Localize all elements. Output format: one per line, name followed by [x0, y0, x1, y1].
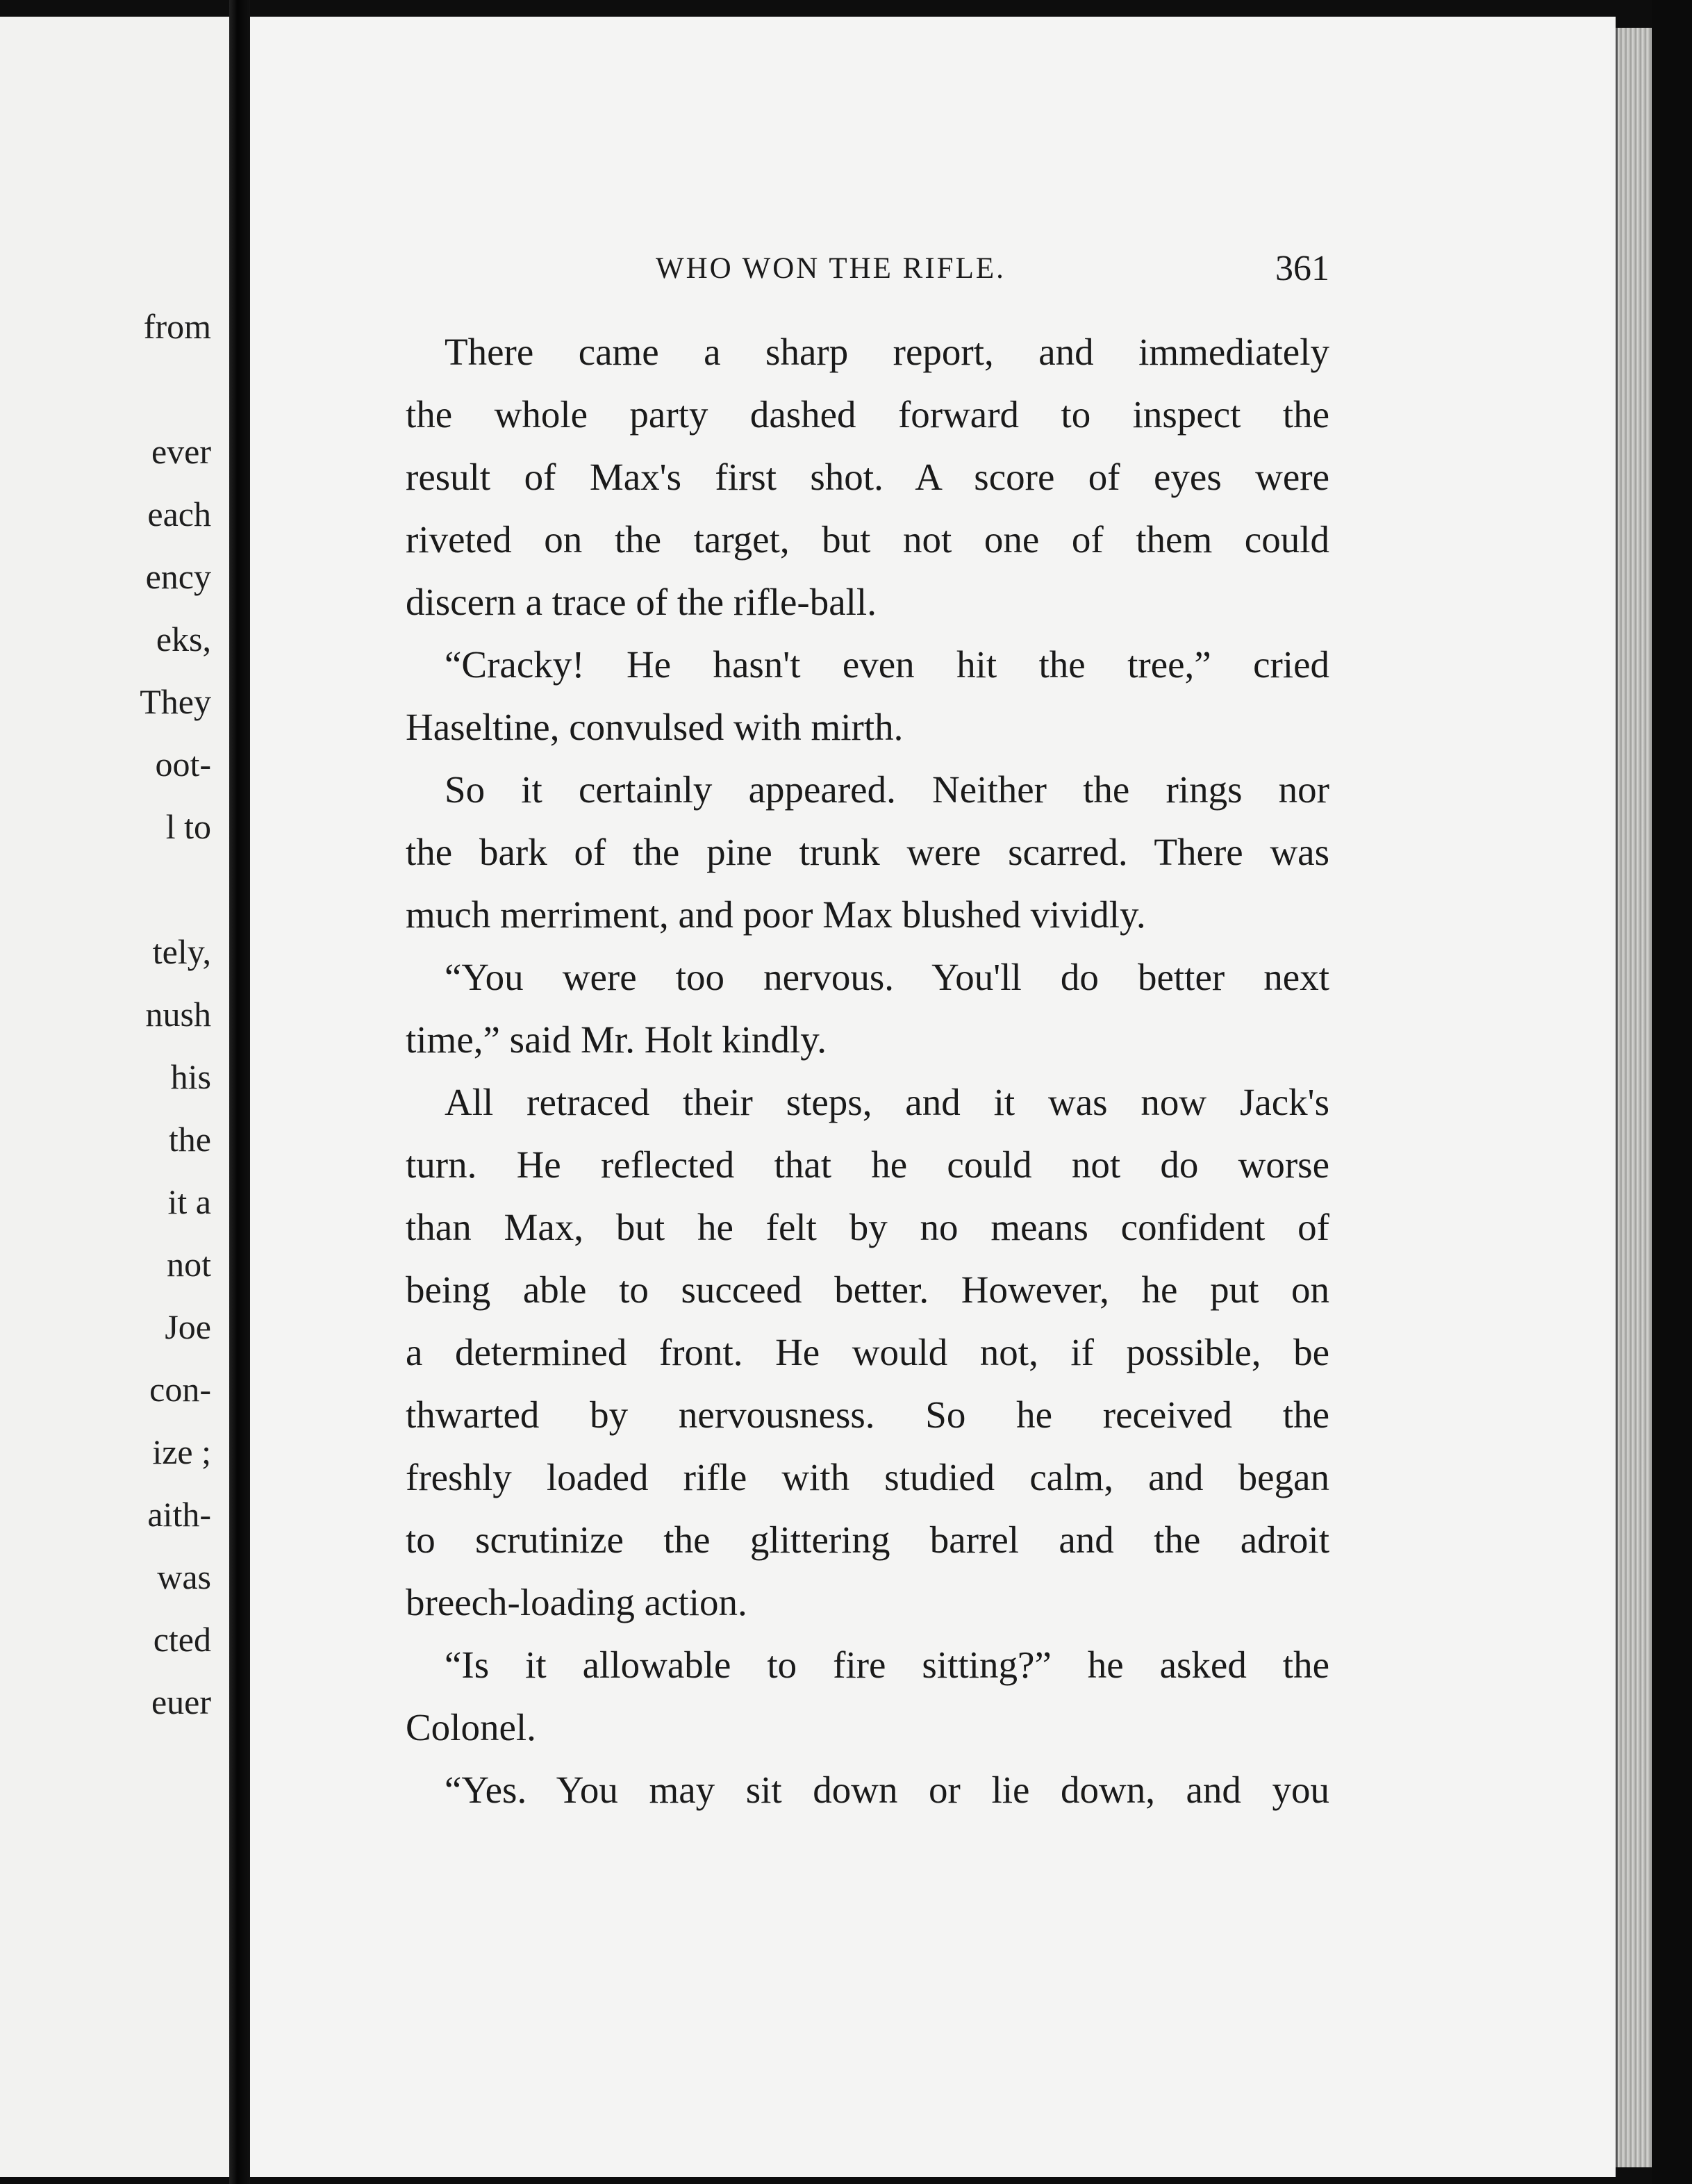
text-line: “Is it allowable to fire sitting?” he asked the: [445, 1644, 1329, 1686]
text-line: “Cracky! He hasn't even hit the tree,” cried: [445, 643, 1329, 686]
text-line: Haseltine, convulsed with mirth.: [406, 706, 904, 748]
facing-page-fragment: eks,: [156, 620, 211, 659]
text-line: to scrutinize the glittering barrel and the adroit: [406, 1519, 1329, 1561]
text-line: result of Max's first shot. A score of eyes were: [406, 456, 1329, 498]
text-line: “Yes. You may sit down or lie down, and you: [445, 1769, 1329, 1811]
text-line: thwarted by nervousness. So he received the: [406, 1393, 1329, 1436]
facing-page-fragment: nush: [145, 995, 211, 1034]
text-line: the bark of the pine trunk were scarred. There was: [406, 831, 1329, 873]
text-line: breech-loading action.: [406, 1581, 747, 1623]
book-gutter: [229, 0, 250, 2184]
text-line: discern a trace of the rifle-ball.: [406, 581, 877, 623]
text-line: There came a sharp report, and immediately: [445, 331, 1329, 373]
facing-page-fragment: from: [143, 307, 211, 346]
page-edges: [1616, 28, 1654, 2167]
body-text: [406, 321, 1329, 1821]
facing-page-fragment: ever: [151, 432, 211, 471]
facing-page-fragment: the: [168, 1120, 211, 1159]
text-line: riveted on the target, but not one of them could: [406, 518, 1329, 561]
facing-page-fragment: l to: [165, 807, 211, 846]
text-line: Colonel.: [406, 1706, 536, 1748]
scan-background-edge: [1652, 0, 1692, 2184]
facing-page-fragment: euer: [151, 1682, 211, 1721]
facing-page-fragment: was: [157, 1557, 211, 1596]
facing-page-fragment: ize ;: [152, 1432, 211, 1471]
text-line: freshly loaded rifle with studied calm, and began: [406, 1456, 1329, 1498]
text-line: turn. He reflected that he could not do worse: [406, 1143, 1329, 1186]
text-line: So it certainly appeared. Neither the rings nor: [445, 768, 1329, 811]
text-line: “You were too nervous. You'll do better next: [445, 956, 1329, 998]
page-number: 361: [1275, 249, 1329, 288]
facing-page-fragment: Joe: [165, 1307, 211, 1346]
facing-page-fragment: cted: [153, 1620, 211, 1659]
facing-page-fragment: tely,: [152, 932, 211, 971]
facing-page-fragment: ency: [145, 557, 211, 596]
facing-page-fragment: not: [167, 1245, 211, 1284]
text-line: the whole party dashed forward to inspect the: [406, 393, 1329, 436]
facing-page-fragment: aith-: [147, 1495, 211, 1534]
text-line: much merriment, and poor Max blushed vividly.: [406, 893, 1146, 936]
text-line: than Max, but he felt by no means confident of: [406, 1206, 1329, 1248]
facing-page-fragment: They: [140, 682, 211, 721]
running-title: WHO WON THE RIFLE.: [656, 252, 1006, 285]
text-line: a determined front. He would not, if possible, be: [406, 1331, 1329, 1373]
facing-page-fragment: it a: [167, 1182, 211, 1221]
text-line: being able to succeed better. However, he put on: [406, 1268, 1329, 1311]
text-line: All retraced their steps, and it was now Jack's: [445, 1081, 1329, 1123]
facing-page-fragment: con-: [149, 1370, 211, 1409]
facing-page-fragment: each: [147, 495, 211, 533]
facing-page-fragment: oot-: [155, 745, 211, 784]
running-header: [406, 245, 1329, 293]
facing-page-left: [0, 17, 229, 2177]
text-line: time,” said Mr. Holt kindly.: [406, 1018, 827, 1061]
facing-page-fragment: his: [170, 1057, 211, 1096]
